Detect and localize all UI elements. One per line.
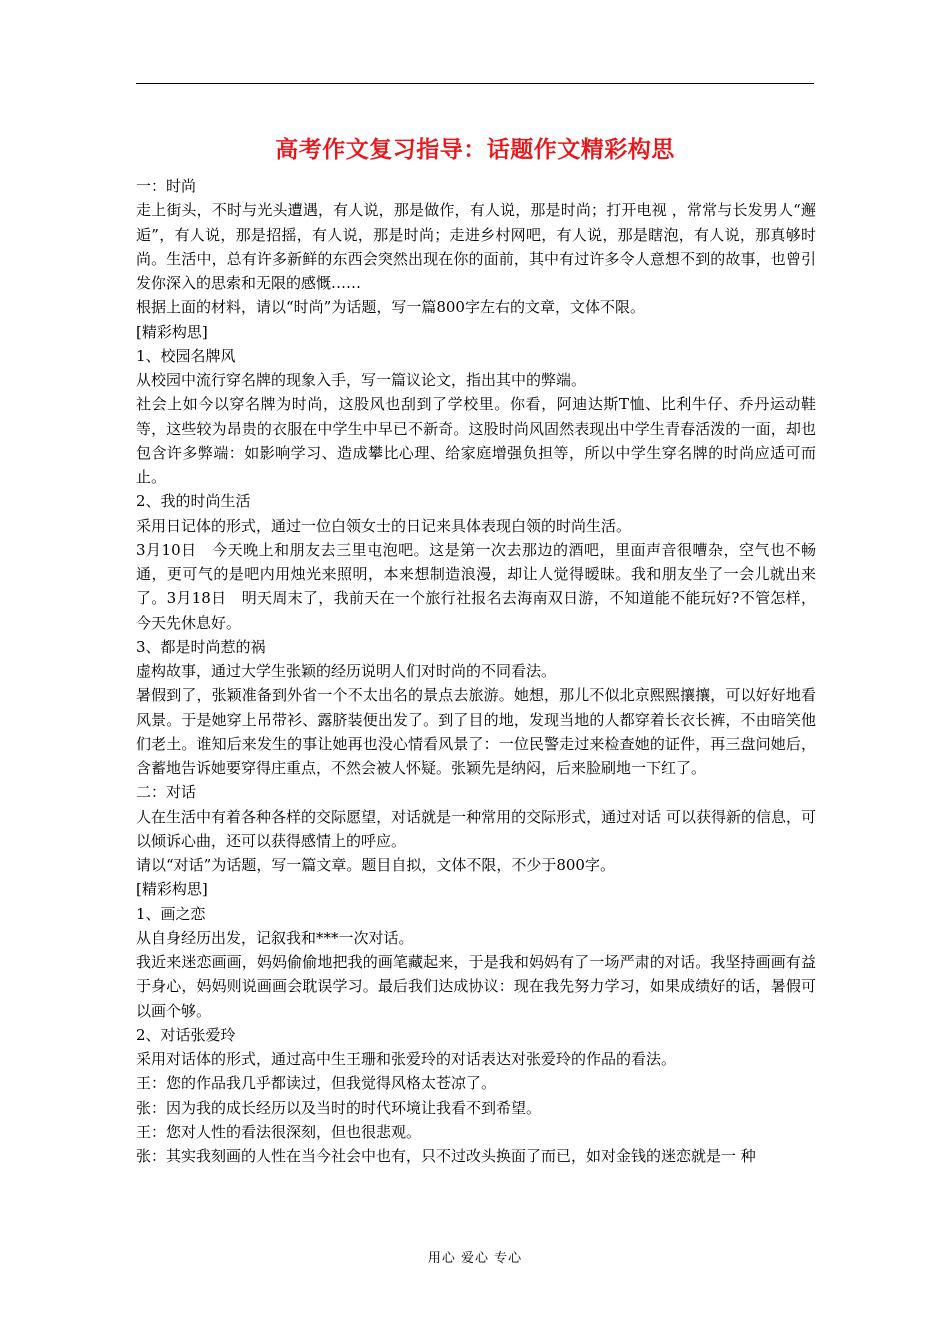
paragraph: 走上街头，不时与光头遭遇，有人说，那是做作，有人说，那是时尚；打开电视 ，常常与长发男人“邂逅”，有人说，那是招摇，有人说，那是时尚；走进乡村网吧，有人说，那是瞎泡，有人说，那真够时尚。生活中，总有许多新鲜的东西会突然出现在你的面前，其中有过许多令人意想不到的故事，也曾引发你深入的思索和无限的感慨…… bbox=[136, 201, 816, 292]
section-heading: 二：对话 bbox=[136, 783, 197, 802]
paragraph: 请以“对话”为话题，写一篇文章。题目自拟，文体不限，不少于800字。 bbox=[136, 856, 615, 874]
item-heading: 2、我的时尚生活 bbox=[136, 492, 251, 511]
document-title: 高考作文复习指导：话题作文精彩构思 bbox=[275, 137, 675, 163]
section-heading: 一：时尚 bbox=[136, 177, 197, 195]
paragraph: 从校园中流行穿名牌的现象入手，写一篇议论文，指出其中的弊端。 bbox=[136, 371, 587, 389]
paragraph: 我近来迷恋画画，妈妈偷偷地把我的画笔藏起来，于是我和妈妈有了一场严肃的对话。我坚持画画有益于身心，妈妈则说画画会耽误学习。最后我们达成协议：现在我先努力学习，如果成绩好的话，暑假可以画个够。 bbox=[136, 953, 816, 1020]
dialogue-line: 张：其实我刻画的人性在当今社会中也有，只不过改头换面了而已，如对金钱的迷恋就是一 种 bbox=[136, 1147, 756, 1165]
item-heading: 1、画之恋 bbox=[136, 904, 206, 923]
item-heading: 2、对话张爱玲 bbox=[136, 1025, 236, 1044]
paragraph: 采用日记体的形式，通过一位白领女士的日记来具体表现白领的时尚生活。 bbox=[136, 516, 632, 535]
dialogue-line: 王：您对人性的看法很深刻，但也很悲观。 bbox=[136, 1122, 422, 1141]
paragraph: 根据上面的材料，请以“时尚”为话题，写一篇800字左右的文章，文体不限。 bbox=[136, 298, 645, 317]
subheading: [精彩构思] bbox=[136, 880, 208, 899]
paragraph: 采用对话体的形式，通过高中生王珊和张爱玲的对话表达对张爱玲的作品的看法。 bbox=[136, 1050, 677, 1068]
dialogue-line: 王：您的作品我几乎都读过，但我觉得风格太苍凉了。 bbox=[136, 1074, 497, 1093]
subheading: [精彩构思] bbox=[136, 322, 208, 341]
paragraph: 社会上如今以穿名牌为时尚，这股风也刮到了学校里。你看，阿迪达斯T恤、比利牛仔、乔丹运动鞋等，这些较为昂贵的衣服在中学生中早已不新奇。这股时尚风固然表现出中学生青春活泼的一面，却也包含许多弊端：如影响学习、造成攀比心理、给家庭增强负担等，所以中学生穿名牌的时尚应适可而止。 bbox=[136, 395, 816, 486]
paragraph: 人在生活中有着各种各样的交际愿望，对话就是一种常用的交际形式，通过对话 可以获得新的信息，可以倾诉心曲，还可以获得感情上的呼应。 bbox=[136, 807, 816, 850]
dialogue-line: 张：因为我的成长经历以及当时的时代环境让我看不到希望。 bbox=[136, 1098, 542, 1117]
paragraph: 3月10日 今天晚上和朋友去三里屯泡吧。这是第一次去那边的酒吧，里面声音很嘈杂，空气也不畅通，更可气的是吧内用烛光来照明，本来想制造浪漫，却让人觉得暧昧。我和朋友坐了一会儿就出来了。3月18日 明天周末了，我前天在一个旅行社报名去海南双日游，不知道能不能玩好?不管怎样，今天先休息好。 bbox=[136, 540, 816, 632]
paragraph: 虚构故事，通过大学生张颖的经历说明人们对时尚的不同看法。 bbox=[136, 662, 557, 680]
paragraph: 暑假到了，张颖准备到外省一个不太出名的景点去旅游。她想，那儿不似北京熙熙攘攘，可以好好地看风景。于是她穿上吊带衫、露脐装便出发了。到了目的地，发现当地的人都穿着长衣长裤，不由暗笑他们老土。谁知后来发生的事让她再也没心情看风景了：一位民警走过来检查她的证件，再三盘问她后，含蓄地告诉她要穿得庄重点，不然会被人怀疑。张颖先是纳闷，后来脸刷地一下红了。 bbox=[136, 686, 816, 777]
page-footer: 用心 爱心 专心 bbox=[427, 1251, 523, 1266]
item-heading: 1、校园名牌风 bbox=[136, 346, 236, 365]
paragraph: 从自身经历出发，记叙我和***一次对话。 bbox=[136, 928, 414, 947]
item-heading: 3、都是时尚惹的祸 bbox=[136, 637, 266, 656]
header-rule bbox=[136, 83, 814, 84]
document-body bbox=[136, 174, 816, 1168]
